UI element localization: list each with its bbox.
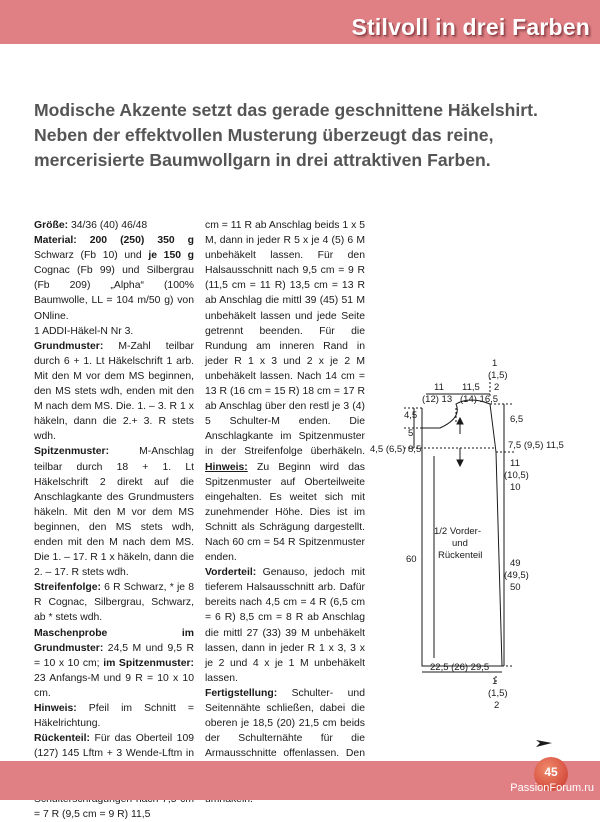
piece-label-3: Rückenteil <box>438 550 483 561</box>
arrow-down-icon <box>457 448 463 466</box>
dim-s49: 49 <box>510 558 521 569</box>
dim-top-1: 1 <box>492 358 498 369</box>
dim-w115: 11,5 <box>462 382 480 393</box>
dim-s495: (49,5) <box>504 570 529 581</box>
piece-label-1: 1/2 Vorder- <box>434 526 481 537</box>
dim-bottom-width: 22,5 (26) 29,5 <box>430 662 490 673</box>
page-title: Stilvoll in drei Farben <box>351 14 590 40</box>
arrow-right-icon <box>536 738 554 748</box>
watermark: PassionForum.ru <box>510 782 594 794</box>
dim-a11: 11 <box>510 458 520 469</box>
dim-h60: 60 <box>406 554 417 565</box>
dim-h65: 6,5 <box>510 414 524 425</box>
pattern-schematic <box>364 358 600 718</box>
dim-bot-2: 2 <box>494 700 500 711</box>
intro-text: Modische Akzente setzt das gerade geschnittene Häkelshirt. Neben der effektvollen Musterung überzeugt das reine, mercerisierte Baumwollgarn in drei attraktiven Farben. <box>34 100 538 170</box>
dim-top-2: 2 <box>494 382 500 393</box>
arrow-up-icon <box>457 418 463 434</box>
dim-bot-15: (1,5) <box>488 688 508 699</box>
dim-w12-13: (12) 13 <box>422 394 453 405</box>
dim-h45-65-85: 4,5 (6,5) 8,5 <box>370 444 422 455</box>
dim-h75: 7,5 (9,5) 11,5 <box>508 440 564 451</box>
dim-bot-1: 1 <box>492 676 498 687</box>
dim-w11: 11 <box>434 382 444 393</box>
dim-top-15: (1,5) <box>488 370 508 381</box>
dim-w14-165: (14) 16,5 <box>460 394 499 405</box>
piece-label-2: und <box>452 538 468 549</box>
dim-a105: (10,5) <box>504 470 529 481</box>
dim-h5: 5 <box>408 428 414 439</box>
instructions-column-2: cm = 11 R ab Anschlag beids 1 x 5 M, dann in jeder R 5 x je 4 (5) 6 M unbehäkelt lassen. Für den Halsausschnitt nach 9,5 cm = 9 R (11,5 cm = 11 R) 13,5 cm = 13 R ab Anschlag die mittl 39 (45) 51 M unbehäkelt lassen und jede Seite getrennt beenden. Für die Rundung am inneren Rand in jeder R 1 x 3 und 2 x je 2 M unbehäkelt lassen. Nach 14 cm = 13 R (16 cm = 15 R) 18 cm = 17 R ab Anschlag über den restl je 3 (4) 5 Schulter-M enden. Die Anschlagkante im Spitzenmuster in der Streifenfolge überhäkeln. Hinweis: Zu Beginn wird das Spitzenmuster auf Oberteilweite eingehalten. Es weitet sich mit zunehmender Höhe. Dies ist im Schnitt als Schrägung dargestellt. Nach 60 cm = 54 R Spitzenmuster enden. Vorderteil: Genauso, jedoch mit tieferem Halsausschnitt arb. Dafür bereits nach 4,5 cm = 4 R (6,5 cm = 6 R) 8,5 cm = 8 R ab Anschlag die mittl 27 (33) 39 M unbehäkelt lassen, dann in jeder R 1 x 3, 3 x je 2 und 4 x je 1 M unbehäkelt lassen. Fertigstellung: Schulter- und Seitennähte schließen, dabei die oberen je 18,5 (20) 21,5 cm beids der Schulternähte für die Armausschnitte offenlassen. Den <box>205 220 365 760</box>
instructions-column-1: Größe: 34/36 (40) 46/48 Material: 200 (250) 350 g Schwarz (Fb 10) und je 150 g Cognac (Fb 99) und Silbergrau (Fb 209) „Alpha“ (100% Baumwolle, LL = 104 m/50 g) von ONline. 1 ADDI-Häkel-N Nr 3. Grundmuster: M-Zahl teilbar durch 6 + 1. Lt Häkelschrift 1 arb. Mit den M vor dem MS beginnen, den MS stets wdh, enden mit den M nach dem MS. Die. 1. – 3. R 1 x häkeln, dann die 2.+ 3. R stets wdh. Spitzenmuster: M-Anschlag teilbar durch 18 + 1. Lt Häkelschrift 2 direkt auf die Anschlagkante des Grundmusters häkeln. Mit den M vor dem MS beginnen, den MS stets wdh, enden mit den M nach dem MS. Die 1. – 17. R 1 x häkeln, dann die 2. – 17. R stets wdh. Streifenfolge: 6 R Schwarz, * je 8 R Cognac, Silbergrau, Schwarz, ab * stets wdh. Maschenprobe im Grundmuster: 24,5 M und 9,5 R = 10 x 10 cm; im Spitzenmuster: 23 Anfangs-M und 9 R = 10 x 10 cm. Hinweis: Pfeil im Schnitt = Häkelrichtung. Rückenteil: Für das Oberteil 109 (127) 145 Lftm + 3 Wende-Lftm in = 7 R (9,5 cm = 9 R) 11,5 <box>34 220 194 820</box>
dim-a10: 10 <box>510 482 521 493</box>
footer-band <box>0 761 600 800</box>
dim-h45: 4,5 <box>404 410 418 421</box>
page-number: 45 <box>544 765 558 779</box>
dim-s50: 50 <box>510 582 521 593</box>
